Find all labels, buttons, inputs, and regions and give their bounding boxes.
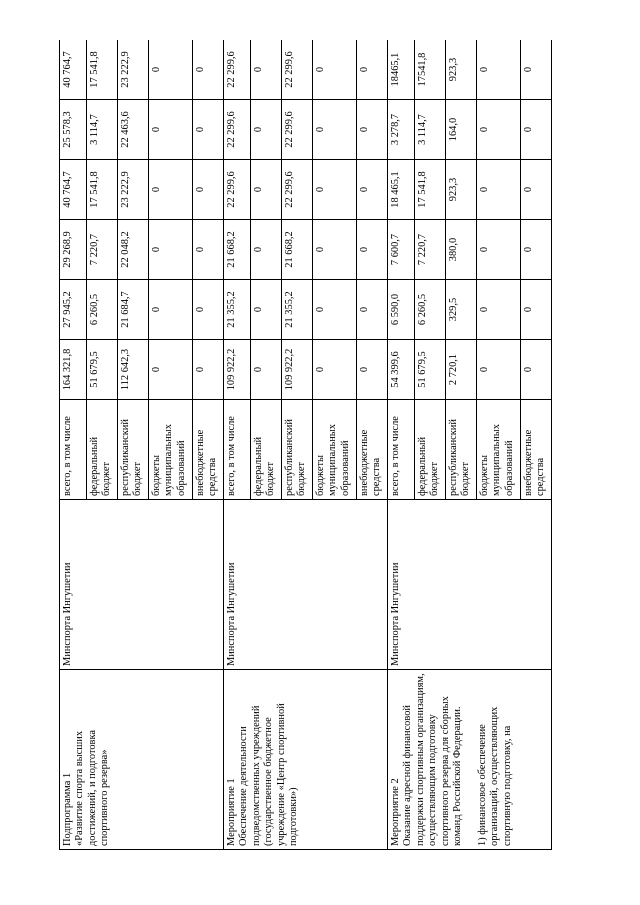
amount-cell: 0 (477, 280, 521, 340)
amount-cell: 0 (521, 220, 552, 280)
amount-cell: 21 355,2 (224, 280, 251, 340)
amount-cell: 22 299,6 (282, 100, 313, 160)
amount-cell: 23 222,9 (118, 40, 149, 100)
amount-cell: 17 541,8 (87, 160, 118, 220)
amount-cell: 0 (357, 160, 388, 220)
amount-cell: 22 048,2 (118, 220, 149, 280)
funding-source-cell: республиканский бюджет (118, 400, 149, 500)
funding-source-cell: всего, в том числе (388, 400, 415, 500)
funding-source-cell: бюджеты муниципальных образований (313, 400, 357, 500)
amount-cell: 0 (313, 280, 357, 340)
amount-cell: 0 (149, 340, 193, 400)
activity-description-text: Оказание адресной финансовой поддержки спортивным организациям, осуществляющим подготовку спортивного резерва для сборных команд Российской Федерации. (402, 673, 464, 846)
amount-cell: 29 268,9 (60, 220, 87, 280)
activity-description-cell (388, 670, 552, 850)
amount-cell: 112 642,3 (118, 340, 149, 400)
amount-cell: 0 (251, 40, 282, 100)
funding-source-cell: внебюджетные средства (357, 400, 388, 500)
table-row (388, 40, 415, 850)
amount-cell: 0 (251, 280, 282, 340)
amount-cell: 0 (313, 40, 357, 100)
amount-cell: 0 (149, 100, 193, 160)
amount-cell: 0 (251, 220, 282, 280)
amount-cell: 0 (149, 220, 193, 280)
amount-cell: 17541,8 (415, 40, 446, 100)
amount-cell: 0 (477, 220, 521, 280)
amount-cell: 3 278,7 (388, 100, 415, 160)
activity-subitem-text: 1) финансовое обеспечение организаций, осуществляющих спортивную подготовку, на (476, 706, 513, 846)
amount-cell: 0 (193, 220, 224, 280)
amount-cell: 21 668,2 (282, 220, 313, 280)
amount-cell: 7 220,7 (415, 220, 446, 280)
amount-cell: 329,5 (446, 280, 477, 340)
amount-cell: 21 668,2 (224, 220, 251, 280)
amount-cell: 22 299,6 (282, 40, 313, 100)
funding-source-cell: бюджеты муниципальных образований (149, 400, 193, 500)
table-row (224, 40, 251, 850)
amount-cell: 0 (357, 340, 388, 400)
amount-cell: 51 679,5 (415, 340, 446, 400)
amount-cell: 0 (521, 280, 552, 340)
amount-cell: 0 (313, 220, 357, 280)
amount-cell: 6 590,0 (388, 280, 415, 340)
table-rotator (59, 40, 625, 850)
amount-cell: 0 (149, 160, 193, 220)
amount-cell: 0 (193, 40, 224, 100)
table-body (60, 40, 552, 850)
amount-cell: 0 (313, 340, 357, 400)
amount-cell: 27 945,2 (60, 280, 87, 340)
amount-cell: 3 114,7 (415, 100, 446, 160)
amount-cell: 22 299,6 (224, 40, 251, 100)
amount-cell: 0 (357, 220, 388, 280)
amount-cell: 0 (477, 160, 521, 220)
amount-cell: 0 (477, 40, 521, 100)
funding-source-cell: всего, в том числе (60, 400, 87, 500)
amount-cell: 0 (313, 100, 357, 160)
amount-cell: 164 321,8 (60, 340, 87, 400)
amount-cell: 923,3 (446, 40, 477, 100)
amount-cell: 54 399,6 (388, 340, 415, 400)
amount-cell: 2 720,1 (446, 340, 477, 400)
executor-cell: Минспорта Ингушетии (60, 500, 224, 670)
amount-cell: 0 (477, 100, 521, 160)
executor-cell: Минспорта Ингушетии (224, 500, 388, 670)
funding-source-cell: федеральный бюджет (251, 400, 282, 500)
amount-cell: 0 (251, 160, 282, 220)
activity-description-text: Мероприятие 2 (390, 778, 401, 846)
amount-cell: 109 922,2 (224, 340, 251, 400)
funding-source-cell: внебюджетные средства (193, 400, 224, 500)
budget-table (59, 40, 552, 850)
amount-cell: 0 (251, 340, 282, 400)
amount-cell: 7 220,7 (87, 220, 118, 280)
amount-cell: 109 922,2 (282, 340, 313, 400)
amount-cell: 0 (521, 40, 552, 100)
amount-cell: 7 600,7 (388, 220, 415, 280)
amount-cell: 6 260,5 (87, 280, 118, 340)
table-row (60, 40, 87, 850)
amount-cell: 0 (193, 100, 224, 160)
amount-cell: 0 (521, 160, 552, 220)
amount-cell: 18 465,1 (388, 160, 415, 220)
amount-cell: 25 578,3 (60, 100, 87, 160)
executor-cell: Минспорта Ингушетии (388, 500, 552, 670)
amount-cell: 0 (193, 280, 224, 340)
activity-description-cell (224, 670, 388, 850)
activity-description-text: Обеспечение деятельности подведомственных учреждений (государственное бюджетное учреждение «Центр спортивной подготовки») (238, 703, 300, 846)
amount-cell: 21 355,2 (282, 280, 313, 340)
amount-cell: 22 463,6 (118, 100, 149, 160)
amount-cell: 40 764,7 (60, 160, 87, 220)
amount-cell: 51 679,5 (87, 340, 118, 400)
amount-cell: 0 (313, 160, 357, 220)
amount-cell: 22 299,6 (224, 100, 251, 160)
amount-cell: 0 (357, 100, 388, 160)
amount-cell: 21 684,7 (118, 280, 149, 340)
amount-cell: 0 (193, 340, 224, 400)
amount-cell: 0 (477, 340, 521, 400)
amount-cell: 380,0 (446, 220, 477, 280)
funding-source-cell: бюджеты муниципальных образований (477, 400, 521, 500)
activity-description-text: Мероприятие 1 (226, 778, 237, 846)
amount-cell: 923,3 (446, 160, 477, 220)
amount-cell: 0 (357, 280, 388, 340)
amount-cell: 18465,1 (388, 40, 415, 100)
amount-cell: 17 541,8 (87, 40, 118, 100)
amount-cell: 0 (357, 40, 388, 100)
amount-cell: 17 541,8 (415, 160, 446, 220)
activity-description-text: «Развитие спорта высших достижений, и подготовка спортивного резерва» (74, 730, 111, 846)
amount-cell: 0 (521, 100, 552, 160)
amount-cell: 0 (149, 40, 193, 100)
amount-cell: 22 299,6 (282, 160, 313, 220)
funding-source-cell: всего, в том числе (224, 400, 251, 500)
amount-cell: 0 (193, 160, 224, 220)
funding-source-cell: внебюджетные средства (521, 400, 552, 500)
rotated-page (59, 40, 625, 850)
amount-cell: 22 299,6 (224, 160, 251, 220)
funding-source-cell: федеральный бюджет (87, 400, 118, 500)
funding-source-cell: федеральный бюджет (415, 400, 446, 500)
amount-cell: 6 260,5 (415, 280, 446, 340)
amount-cell: 0 (251, 100, 282, 160)
activity-description-text: Подпрограмма 1 (62, 772, 73, 846)
amount-cell: 40 764,7 (60, 40, 87, 100)
amount-cell: 23 222,9 (118, 160, 149, 220)
activity-description-cell (60, 670, 224, 850)
amount-cell: 0 (521, 340, 552, 400)
funding-source-cell: республиканский бюджет (446, 400, 477, 500)
amount-cell: 0 (149, 280, 193, 340)
funding-source-cell: республиканский бюджет (282, 400, 313, 500)
amount-cell: 164,0 (446, 100, 477, 160)
amount-cell: 3 114,7 (87, 100, 118, 160)
